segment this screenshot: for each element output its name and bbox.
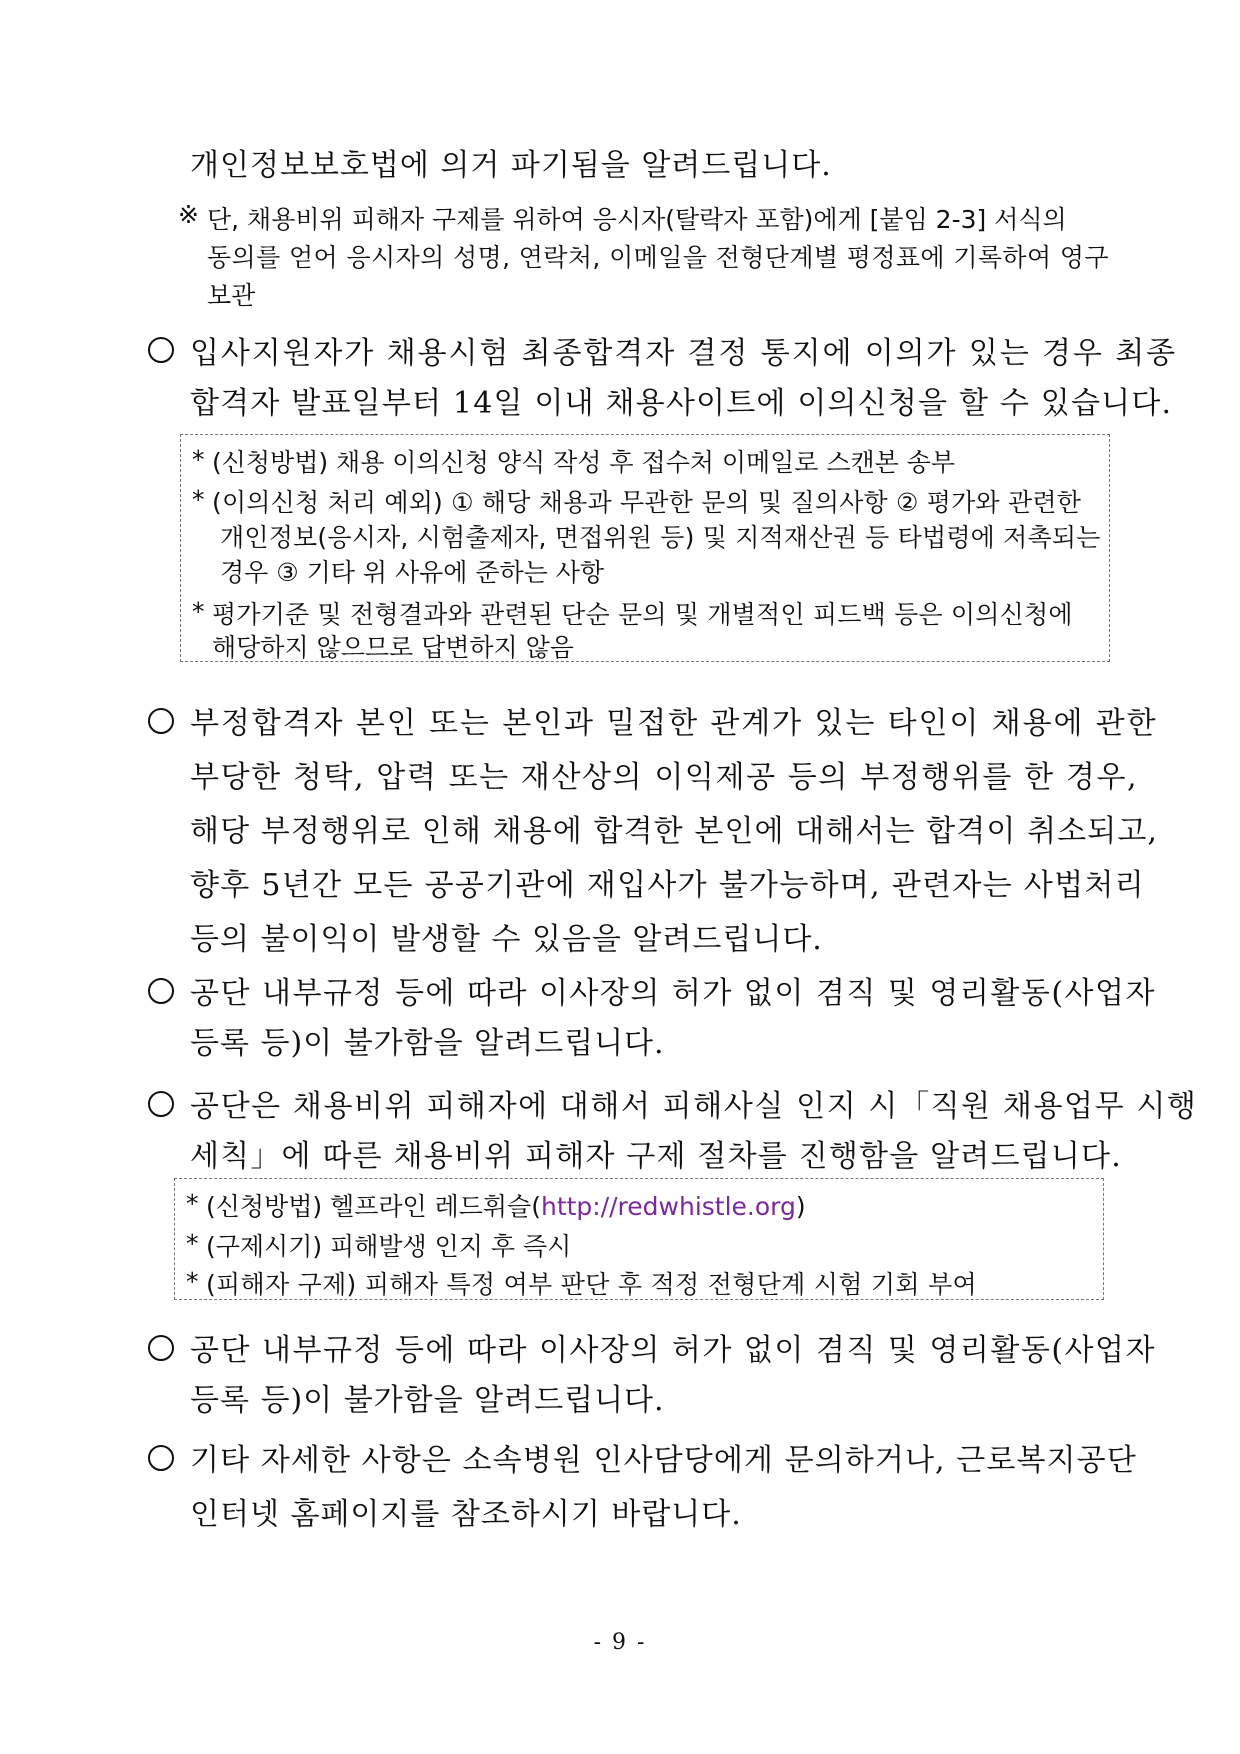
circle-bullet-icon [148,978,174,1004]
intro-line: 개인정보보호법에 의거 파기됨을 알려드립니다. [190,148,832,183]
section-line: 해당 부정행위로 인해 채용에 합격한 본인에 대해서는 합격이 취소되고, [190,814,1159,849]
box-line: 개인정보(응시자, 시험출제자, 면접위원 등) 및 지적재산권 등 타법령에 저촉되는 [220,523,1101,552]
section-line: 공단 내부규정 등에 따라 이사장의 허가 없이 겸직 및 영리활동(사업자 [190,1333,1156,1368]
box-line: (구제시기) 피해발생 인지 후 즉시 [206,1232,572,1261]
section-line: 등록 등)이 불가함을 알려드립니다. [190,1026,665,1061]
section-line: 합격자 발표일부터 14일 이내 채용사이트에 이의신청을 할 수 있습니다. [190,386,1173,421]
section-line: 공단은 채용비위 피해자에 대해서 피해사실 인지 시「직원 채용업무 시행 [190,1089,1198,1124]
circle-bullet-icon [148,1091,174,1117]
box-line: 경우 ③ 기타 위 사유에 준하는 사항 [220,558,605,587]
circle-bullet-icon [148,337,174,363]
circle-bullet-icon [148,708,174,734]
section-line: 향후 5년간 모든 공공기관에 재입사가 불가능하며, 관련자는 사법처리 [190,868,1145,903]
circle-bullet-icon [148,1335,174,1361]
section-line: 입사지원자가 채용시험 최종합격자 결정 통지에 이의가 있는 경우 최종 [190,336,1178,371]
page-number: - 9 - [593,1630,647,1655]
note-line: 보관 [207,281,256,310]
helpline-suffix: ) [795,1192,806,1221]
box-mark: * [186,1189,199,1218]
helpline-label: (신청방법) 헬프라인 레드휘슬( [206,1192,541,1221]
section-line: 부정합격자 본인 또는 본인과 밀접한 관계가 있는 타인이 채용에 관한 [190,706,1158,741]
box-line: 해당하지 않으므로 답변하지 않음 [212,633,574,662]
box-mark: * [186,1267,199,1296]
note-line: 동의를 얻어 응시자의 성명, 연락처, 이메일을 전형단계별 평정표에 기록하여 영구 [207,243,1109,272]
box-mark: * [192,485,205,514]
circle-bullet-icon [148,1445,174,1471]
box-mark: * [186,1229,199,1258]
section-line: 공단 내부규정 등에 따라 이사장의 허가 없이 겸직 및 영리활동(사업자 [190,976,1156,1011]
section-line: 기타 자세한 사항은 소속병원 인사담당에게 문의하거나, 근로복지공단 [190,1443,1137,1478]
note-line: 단, 채용비위 피해자 구제를 위하여 응시자(탈락자 포함)에게 [붙임 2-3] 서식의 [207,205,1067,234]
section-line: 등록 등)이 불가함을 알려드립니다. [190,1383,665,1418]
note-mark: ※ [178,200,199,229]
section-line: 인터넷 홈페이지를 참조하시기 바랍니다. [190,1497,742,1532]
redwhistle-link[interactable]: http://redwhistle.org [540,1192,796,1221]
box-line: (신청방법) 채용 이의신청 양식 작성 후 접수처 이메일로 스캔본 송부 [212,448,956,477]
box-line: (피해자 구제) 피해자 특정 여부 판단 후 적정 전형단계 시험 기회 부여 [206,1270,977,1299]
section-line: 등의 불이익이 발생할 수 있음을 알려드립니다. [190,922,823,957]
section-line: 세칙」에 따른 채용비위 피해자 구제 절차를 진행함을 알려드립니다. [190,1139,1122,1174]
box-mark: * [192,597,205,626]
box-mark: * [192,445,205,474]
section-line: 부당한 청탁, 압력 또는 재산상의 이익제공 등의 부정행위를 한 경우, [190,760,1139,795]
box-line [206,1187,806,1223]
box-line: (이의신청 처리 예외) ① 해당 채용과 무관한 문의 및 질의사항 ② 평가와 관련한 [212,488,1082,517]
box-line: 평가기준 및 전형결과와 관련된 단순 문의 및 개별적인 피드백 등은 이의신청에 [212,600,1073,629]
